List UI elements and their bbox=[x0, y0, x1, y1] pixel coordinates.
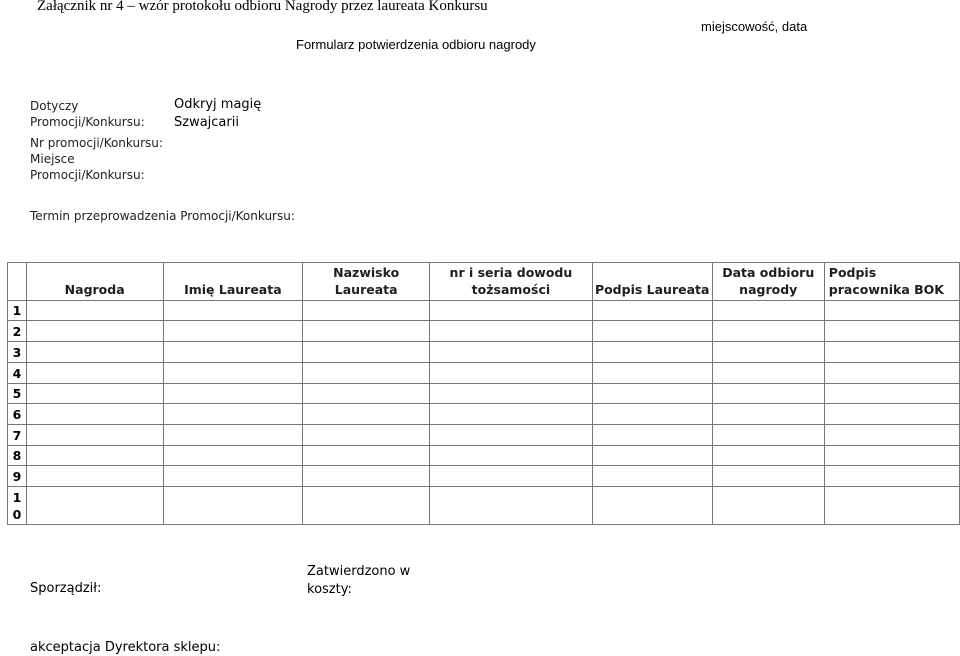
table-row bbox=[8, 446, 960, 466]
table-row bbox=[8, 466, 960, 487]
table-row bbox=[8, 301, 960, 321]
row-number: 7 bbox=[8, 425, 27, 446]
table-cell[interactable] bbox=[26, 487, 163, 525]
table-cell[interactable] bbox=[592, 384, 712, 404]
header-dowod: nr i seria dowodu tożsamości bbox=[430, 263, 593, 301]
prepared-by-label: Sporządził: bbox=[30, 581, 102, 596]
table-cell[interactable] bbox=[163, 487, 303, 525]
table-cell[interactable] bbox=[26, 384, 163, 404]
table-row bbox=[8, 487, 960, 525]
table-cell[interactable] bbox=[163, 446, 303, 466]
header-podpis-laureata: Podpis Laureata bbox=[592, 263, 712, 301]
table-cell[interactable] bbox=[26, 404, 163, 425]
table-cell[interactable] bbox=[303, 301, 430, 321]
table-cell[interactable] bbox=[712, 425, 824, 446]
table-cell[interactable] bbox=[430, 425, 593, 446]
row-number: 9 bbox=[8, 466, 27, 487]
table-cell[interactable] bbox=[303, 487, 430, 525]
prize-receipt-table bbox=[7, 262, 960, 525]
table-cell[interactable] bbox=[303, 404, 430, 425]
table-cell[interactable] bbox=[430, 384, 593, 404]
table-cell[interactable] bbox=[592, 487, 712, 525]
row-number: 1 bbox=[8, 301, 27, 321]
table-cell[interactable] bbox=[592, 466, 712, 487]
miejsce-label: Miejsce Promocji/Konkursu: bbox=[30, 152, 145, 182]
table-cell[interactable] bbox=[712, 363, 824, 384]
dotyczy-value: Odkryj magię Szwajcarii bbox=[174, 97, 262, 130]
table-cell[interactable] bbox=[303, 363, 430, 384]
table-cell[interactable] bbox=[26, 321, 163, 342]
approved-costs-label: Zatwierdzono w koszty: bbox=[307, 564, 411, 597]
table-cell[interactable] bbox=[592, 363, 712, 384]
table-cell[interactable] bbox=[824, 404, 959, 425]
table-cell[interactable] bbox=[430, 446, 593, 466]
table-cell[interactable] bbox=[824, 425, 959, 446]
nr-promocji-label: Nr promocji/Konkursu: bbox=[30, 136, 163, 150]
place-date-label: miejscowość, data bbox=[701, 19, 808, 34]
table-cell[interactable] bbox=[430, 321, 593, 342]
row-number: 2 bbox=[8, 321, 27, 342]
header-podpis-bok: Podpis pracownika BOK bbox=[824, 263, 959, 301]
table-cell[interactable] bbox=[430, 301, 593, 321]
table-cell[interactable] bbox=[824, 487, 959, 525]
table-cell[interactable] bbox=[303, 321, 430, 342]
row-number: 5 bbox=[8, 384, 27, 404]
dotyczy-label: Dotyczy Promocji/Konkursu: bbox=[30, 99, 145, 129]
table-cell[interactable] bbox=[712, 384, 824, 404]
table-cell[interactable] bbox=[26, 446, 163, 466]
table-cell[interactable] bbox=[712, 301, 824, 321]
table-cell[interactable] bbox=[163, 363, 303, 384]
table-cell[interactable] bbox=[26, 363, 163, 384]
table-cell[interactable] bbox=[712, 487, 824, 525]
table-cell[interactable] bbox=[430, 404, 593, 425]
table-cell[interactable] bbox=[430, 363, 593, 384]
table-cell[interactable] bbox=[26, 466, 163, 487]
table-row bbox=[8, 321, 960, 342]
table-cell[interactable] bbox=[824, 446, 959, 466]
table-cell[interactable] bbox=[712, 342, 824, 363]
table-cell[interactable] bbox=[592, 425, 712, 446]
table-cell[interactable] bbox=[163, 466, 303, 487]
table-cell[interactable] bbox=[303, 466, 430, 487]
header-data-odbioru: Data odbioru nagrody bbox=[712, 263, 824, 301]
table-cell[interactable] bbox=[712, 446, 824, 466]
acceptance-label: akceptacja Dyrektora sklepu: bbox=[30, 640, 221, 655]
table-cell[interactable] bbox=[824, 384, 959, 404]
table-cell[interactable] bbox=[592, 404, 712, 425]
row-number: 6 bbox=[8, 404, 27, 425]
table-cell[interactable] bbox=[163, 425, 303, 446]
table-cell[interactable] bbox=[163, 321, 303, 342]
row-number: 1 0 bbox=[8, 487, 27, 525]
table-cell[interactable] bbox=[824, 466, 959, 487]
header-nagroda: Nagroda bbox=[26, 263, 163, 301]
table-row bbox=[8, 425, 960, 446]
table-row bbox=[8, 384, 960, 404]
table-header-row bbox=[8, 263, 960, 301]
header-number bbox=[8, 263, 27, 301]
table-cell[interactable] bbox=[430, 466, 593, 487]
termin-label: Termin przeprowadzenia Promocji/Konkursu: bbox=[30, 209, 295, 223]
header-nazwisko: Nazwisko Laureata bbox=[303, 263, 430, 301]
table-cell[interactable] bbox=[712, 466, 824, 487]
table-cell[interactable] bbox=[592, 301, 712, 321]
table-cell[interactable] bbox=[163, 404, 303, 425]
table-cell[interactable] bbox=[303, 342, 430, 363]
table-cell[interactable] bbox=[26, 425, 163, 446]
table-row bbox=[8, 342, 960, 363]
table-cell[interactable] bbox=[824, 301, 959, 321]
table-cell[interactable] bbox=[26, 342, 163, 363]
table-cell[interactable] bbox=[26, 301, 163, 321]
table-row bbox=[8, 363, 960, 384]
table-cell[interactable] bbox=[430, 342, 593, 363]
form-title: Formularz potwierdzenia odbioru nagrody bbox=[296, 37, 536, 52]
row-number: 8 bbox=[8, 446, 27, 466]
table-cell[interactable] bbox=[163, 301, 303, 321]
table-row bbox=[8, 404, 960, 425]
table-cell[interactable] bbox=[303, 425, 430, 446]
table-cell[interactable] bbox=[430, 487, 593, 525]
table-cell[interactable] bbox=[163, 384, 303, 404]
table-cell[interactable] bbox=[303, 384, 430, 404]
table-cell[interactable] bbox=[712, 404, 824, 425]
table-cell[interactable] bbox=[712, 321, 824, 342]
header-imie: Imię Laureata bbox=[163, 263, 303, 301]
table-cell[interactable] bbox=[303, 446, 430, 466]
table-cell[interactable] bbox=[824, 342, 959, 363]
row-number: 3 bbox=[8, 342, 27, 363]
annex-title: Załącznik nr 4 – wzór protokołu odbioru Nagrody przez laureata Konkursu bbox=[37, 0, 488, 14]
table-cell[interactable] bbox=[163, 342, 303, 363]
row-number: 4 bbox=[8, 363, 27, 384]
table-cell[interactable] bbox=[824, 321, 959, 342]
table-cell[interactable] bbox=[592, 446, 712, 466]
table-cell[interactable] bbox=[824, 363, 959, 384]
table-cell[interactable] bbox=[592, 342, 712, 363]
table-cell[interactable] bbox=[592, 321, 712, 342]
